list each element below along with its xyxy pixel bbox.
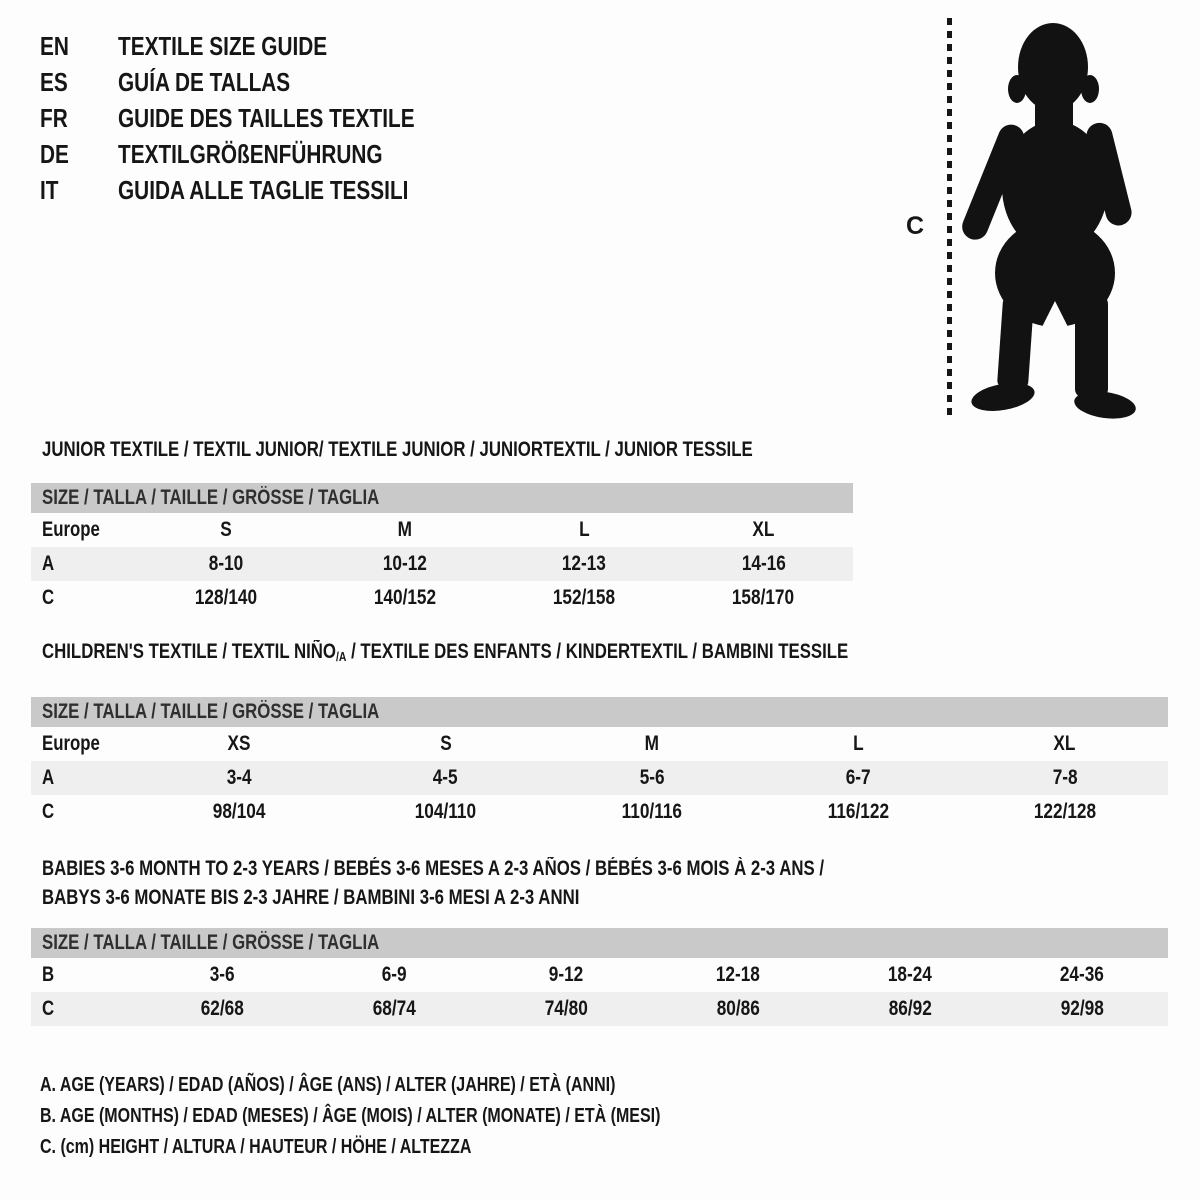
section-title: JUNIOR TEXTILE / TEXTIL JUNIOR/ TEXTILE JUNIOR / JUNIORTEXTIL / JUNIOR TESSILE	[42, 438, 753, 461]
row-label: A	[42, 552, 55, 575]
table-row	[31, 727, 1168, 761]
size-cell: 80/86	[716, 997, 760, 1020]
size-cell: 10-12	[382, 552, 427, 575]
figure-height-label: C	[906, 212, 925, 240]
language-code: ES	[40, 66, 68, 97]
size-cell: L	[853, 731, 864, 755]
size-cell: 12-18	[715, 963, 761, 986]
table-row	[31, 958, 1168, 992]
size-cell: 4-5	[433, 765, 459, 789]
table-row	[31, 513, 853, 547]
row-label: C	[42, 586, 55, 609]
row-label: A	[42, 765, 55, 789]
section-title: BABIES 3-6 MONTH TO 2-3 YEARS / BEBÉS 3-6 MESES A 2-3 AÑOS / BÉBÉS 3-6 MOIS À 2-3 ANS / BABYS 3-6 MONATE BIS 2-3 JAHRE / BAMBINI 3-6 MESI A 2-3 ANNI	[42, 857, 825, 909]
size-cell: 24-36	[1059, 963, 1105, 986]
size-cell: 158/170	[732, 586, 795, 609]
table-row	[31, 761, 1168, 795]
language-title-list	[40, 28, 489, 208]
table-row	[31, 795, 1168, 829]
size-cell: 152/158	[552, 586, 616, 609]
language-row	[40, 172, 489, 208]
toddler-silhouette-icon	[953, 15, 1141, 420]
size-cell: 18-24	[887, 963, 933, 986]
language-code: EN	[40, 30, 69, 61]
size-cell: M	[644, 731, 660, 755]
row-label: Europe	[42, 731, 100, 755]
measure-legend	[40, 1070, 816, 1163]
guide-title: GUIDE DES TAILLES TEXTILE	[118, 102, 415, 133]
size-cell: 92/98	[1060, 997, 1104, 1020]
row-label: B	[42, 963, 55, 986]
legend-line-c: C. (cm) HEIGHT / ALTURA / HAUTEUR / HÖHE / ALTEZZA	[40, 1136, 472, 1158]
guide-title: TEXTILGRÖßENFÜHRUNG	[118, 138, 383, 169]
size-cell: 68/74	[372, 997, 416, 1020]
height-measure-dashed-line	[947, 18, 952, 416]
size-cell: 110/116	[621, 799, 683, 823]
size-cell: 14-16	[741, 552, 786, 575]
size-cell: 9-12	[548, 963, 584, 986]
size-cell: S	[439, 731, 452, 755]
size-cell: 8-10	[208, 552, 243, 575]
size-cell: 6-9	[381, 963, 407, 986]
junior-size-table	[31, 513, 853, 615]
size-header-bar: SIZE / TALLA / TAILLE / GRÖSSE / TAGLIA	[31, 928, 1168, 958]
babies-size-table	[31, 958, 1168, 1026]
size-cell: 62/68	[200, 997, 244, 1020]
size-cell: 140/152	[373, 586, 436, 609]
size-header-bar: SIZE / TALLA / TAILLE / GRÖSSE / TAGLIA	[31, 697, 1168, 727]
size-cell: 7-8	[1052, 765, 1078, 789]
size-cell: M	[397, 518, 413, 541]
children-textile-section	[31, 637, 1168, 829]
size-cell: XS	[227, 731, 251, 755]
language-row	[40, 64, 489, 100]
table-row	[31, 581, 853, 615]
language-row	[40, 100, 489, 136]
table-row	[31, 547, 853, 581]
guide-title: GUÍA DE TALLAS	[118, 66, 291, 97]
row-label: C	[42, 997, 55, 1020]
size-cell: XL	[1053, 731, 1076, 755]
size-cell: 128/140	[194, 586, 257, 609]
language-row	[40, 136, 489, 172]
row-label: C	[42, 799, 55, 823]
guide-title: TEXTILE SIZE GUIDE	[118, 30, 328, 61]
size-cell: 5-6	[639, 765, 665, 789]
size-cell: S	[219, 518, 232, 541]
size-cell: 3-4	[226, 765, 252, 789]
legend-line-b: B. AGE (MONTHS) / EDAD (MESES) / ÂGE (MOIS) / ALTER (MONATE) / ETÀ (MESI)	[40, 1105, 661, 1127]
size-cell: 3-6	[209, 963, 235, 986]
language-row	[40, 28, 489, 64]
language-code: FR	[40, 102, 68, 133]
language-code: DE	[40, 138, 69, 169]
children-size-table	[31, 727, 1168, 829]
section-title: CHILDREN'S TEXTILE / TEXTIL NIÑO/A / TEXTILE DES ENFANTS / KINDERTEXTIL / BAMBINI TESSILE	[42, 640, 849, 664]
guide-title: GUIDA ALLE TAGLIE TESSILI	[118, 174, 409, 205]
nino-a-subscript: /A	[335, 648, 347, 664]
size-cell: 116/122	[827, 799, 890, 823]
size-cell: L	[578, 518, 590, 541]
size-cell: 6-7	[845, 765, 871, 789]
babies-textile-section	[31, 854, 1168, 1026]
junior-textile-section	[31, 435, 853, 615]
row-label: Europe	[42, 518, 100, 541]
legend-line-a: A. AGE (YEARS) / EDAD (AÑOS) / ÂGE (ANS) / ALTER (JAHRE) / ETÀ (ANNI)	[40, 1074, 616, 1096]
size-cell: 122/128	[1033, 799, 1096, 823]
size-cell: 12-13	[562, 552, 607, 575]
size-cell: 98/104	[212, 799, 266, 823]
size-cell: XL	[752, 518, 775, 541]
size-cell: 104/110	[414, 799, 477, 823]
size-cell: 86/92	[888, 997, 932, 1020]
language-code: IT	[40, 174, 59, 205]
size-cell: 74/80	[544, 997, 588, 1020]
table-row	[31, 992, 1168, 1026]
size-header-bar: SIZE / TALLA / TAILLE / GRÖSSE / TAGLIA	[31, 483, 853, 513]
